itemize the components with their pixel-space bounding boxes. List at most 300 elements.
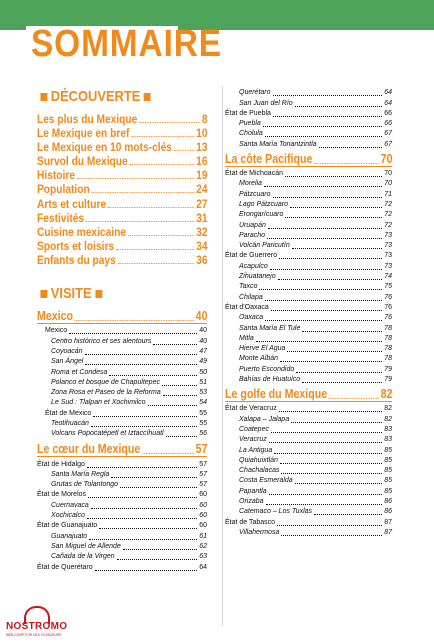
place-entry[interactable] xyxy=(37,357,207,367)
leader-dots xyxy=(256,341,382,342)
entry-label: Cuisine mexicaine xyxy=(37,224,127,239)
page-title: SOMMAIRE xyxy=(31,23,222,65)
place-entry[interactable] xyxy=(225,425,392,435)
entry-label: Oaxaca xyxy=(239,314,264,322)
leader-dots xyxy=(273,197,383,198)
leader-dots xyxy=(108,207,195,208)
publisher-logo xyxy=(4,604,70,638)
entry-label: Mitla xyxy=(239,334,254,342)
entry-page: 87 xyxy=(384,518,392,526)
leader-dots xyxy=(93,416,197,417)
state-entry[interactable] xyxy=(225,404,392,414)
entry-page: 47 xyxy=(199,347,207,355)
mexico-list xyxy=(37,326,207,439)
leader-dots xyxy=(278,279,383,280)
region-label: La côte Pacifique xyxy=(225,151,313,166)
leader-dots xyxy=(290,207,382,208)
leader-dots xyxy=(292,248,382,249)
entry-page: 63 xyxy=(199,553,207,561)
region-page: 40 xyxy=(195,309,208,324)
leader-dots xyxy=(279,411,382,412)
entry-page: 73 xyxy=(384,242,392,250)
entry-page: 74 xyxy=(384,273,392,281)
toc-entry[interactable] xyxy=(37,170,208,181)
leader-dots xyxy=(77,178,195,179)
leader-dots xyxy=(109,375,197,376)
leader-dots xyxy=(91,426,197,427)
entry-label: Santa María Regla xyxy=(51,470,110,478)
entry-label: État de Mexico xyxy=(45,409,92,417)
entry-page: 66 xyxy=(384,120,392,128)
toc-entry[interactable] xyxy=(37,128,208,139)
place-entry[interactable] xyxy=(225,344,392,354)
leader-dots xyxy=(287,351,382,352)
entry-page: 40 xyxy=(199,337,207,345)
leader-dots xyxy=(277,525,382,526)
leader-dots xyxy=(267,238,382,239)
leader-dots xyxy=(123,549,197,550)
entry-page: 75 xyxy=(384,283,392,291)
entry-page: 78 xyxy=(384,345,392,353)
leader-dots xyxy=(120,487,197,488)
entry-page: 61 xyxy=(199,532,207,540)
entry-page: 70 xyxy=(384,180,392,188)
place-entry[interactable] xyxy=(225,354,392,364)
leader-dots xyxy=(111,477,197,478)
leader-dots xyxy=(131,136,194,137)
entry-label: Coyoacán xyxy=(51,347,83,355)
leader-dots xyxy=(285,176,382,177)
leader-dots xyxy=(117,559,198,560)
toc-entry[interactable] xyxy=(37,114,208,125)
entry-page: 57 xyxy=(199,481,207,489)
entry-label: Festivités xyxy=(37,210,85,225)
place-entry[interactable] xyxy=(225,507,392,517)
leader-dots xyxy=(87,467,197,468)
leader-dots xyxy=(329,398,379,399)
section-title: DÉCOUVERTE xyxy=(50,88,141,105)
leader-dots xyxy=(280,463,382,464)
place-entry[interactable] xyxy=(37,398,207,408)
entry-label: San Miguel de Allende xyxy=(51,542,121,550)
entry-page: 78 xyxy=(384,334,392,342)
entry-page: 78 xyxy=(384,355,392,363)
entry-page: 54 xyxy=(199,399,207,407)
region-entry-golfe[interactable] xyxy=(225,387,392,401)
square-bullet-icon xyxy=(40,290,47,298)
leader-dots xyxy=(163,395,197,396)
place-entry[interactable] xyxy=(225,282,392,292)
entry-page: 72 xyxy=(384,200,392,208)
place-entry[interactable] xyxy=(37,542,207,552)
leader-dots xyxy=(274,453,382,454)
entry-label: Zihuatanejo xyxy=(239,273,276,281)
place-entry[interactable] xyxy=(37,552,207,562)
entry-label: État de Hidalgo xyxy=(37,460,85,468)
leader-dots xyxy=(273,116,382,117)
leader-dots xyxy=(268,228,382,229)
entry-page: 34 xyxy=(196,238,208,253)
leader-dots xyxy=(85,364,197,365)
entry-label: Cuernavaca xyxy=(51,501,89,509)
entry-label: San Juan del Río xyxy=(239,99,293,107)
place-entry[interactable] xyxy=(225,313,392,323)
entry-label: État de Guanajuato xyxy=(37,522,98,530)
entry-page: 76 xyxy=(384,314,392,322)
state-entry[interactable] xyxy=(37,326,207,336)
entry-page: 82 xyxy=(384,415,392,423)
golfe-list xyxy=(225,404,392,538)
entry-page: 83 xyxy=(384,436,392,444)
place-entry[interactable] xyxy=(225,119,392,129)
region-label: Mexico xyxy=(37,309,74,324)
entry-page: 16 xyxy=(196,154,208,169)
place-entry[interactable] xyxy=(225,261,392,271)
leader-dots xyxy=(139,122,200,123)
toc-entry[interactable] xyxy=(37,238,208,253)
region-label: Le golfe du Mexique xyxy=(225,387,328,402)
place-entry[interactable] xyxy=(225,200,392,210)
place-entry[interactable] xyxy=(37,470,207,480)
place-entry[interactable] xyxy=(225,456,392,466)
entry-label: Veracruz xyxy=(239,436,267,444)
leader-dots xyxy=(259,289,382,290)
entry-label: Santa María Tonantzintla xyxy=(239,140,317,148)
entry-label: Sports et loisirs xyxy=(37,238,115,253)
entry-page: 31 xyxy=(196,210,208,225)
entry-label: Taxco xyxy=(239,283,258,291)
entry-label: Cholula xyxy=(239,130,263,138)
toc-entry[interactable] xyxy=(37,156,208,167)
entry-label: Histoire xyxy=(37,168,75,183)
logo-tagline: WEB COMPTOIR DES VOYAGEURS xyxy=(6,633,62,637)
region-entry-pacifique[interactable] xyxy=(225,152,392,166)
entry-label: Volcans Popocatépetl et Iztaccíhuatl xyxy=(51,430,164,438)
entry-label: Le Mexique en 10 mots-clés xyxy=(37,140,172,155)
entry-page: 64 xyxy=(384,89,392,97)
entry-page: 19 xyxy=(196,168,208,183)
entry-page: 76 xyxy=(384,303,392,311)
section-title: VISITE xyxy=(50,285,92,303)
entry-label: Puebla xyxy=(239,120,261,128)
entry-page: 71 xyxy=(384,190,392,198)
entry-label: Uruapán xyxy=(239,221,266,229)
continued-list xyxy=(225,88,392,150)
leader-dots xyxy=(281,535,382,536)
entry-label: Cañada de la Virgen xyxy=(51,553,115,561)
state-entry[interactable] xyxy=(37,490,207,500)
place-entry[interactable] xyxy=(225,292,392,302)
leader-dots xyxy=(273,95,383,96)
entry-page: 50 xyxy=(199,368,207,376)
place-entry[interactable] xyxy=(225,497,392,507)
place-entry[interactable] xyxy=(225,364,392,374)
place-entry[interactable] xyxy=(225,528,392,538)
decouverte-list xyxy=(37,114,207,266)
entry-page: 60 xyxy=(199,501,207,509)
state-entry[interactable] xyxy=(225,169,392,179)
region-underline xyxy=(37,323,207,324)
toc-entry[interactable] xyxy=(37,224,208,239)
entry-label: Bahías de Huatulco xyxy=(239,376,301,384)
entry-label: Querétaro xyxy=(239,89,271,97)
entry-page: 79 xyxy=(384,376,392,384)
place-entry[interactable] xyxy=(225,210,392,220)
leader-dots xyxy=(285,217,382,218)
place-entry[interactable] xyxy=(225,414,392,424)
leader-dots xyxy=(129,164,194,165)
entry-page: 87 xyxy=(384,528,392,536)
entry-page: 85 xyxy=(384,456,392,464)
leader-dots xyxy=(116,249,195,250)
leader-dots xyxy=(271,432,382,433)
state-entry[interactable] xyxy=(225,251,392,261)
entry-page: 73 xyxy=(384,252,392,260)
entry-label: État d'Oaxaca xyxy=(225,303,269,311)
entry-label: Paracho xyxy=(239,231,266,239)
leader-dots xyxy=(314,514,382,515)
entry-label: Acapulco xyxy=(239,262,268,270)
column-divider xyxy=(222,86,223,626)
entry-page: 85 xyxy=(384,477,392,485)
entry-page: 55 xyxy=(199,409,207,417)
leader-dots xyxy=(279,258,382,259)
place-entry[interactable] xyxy=(225,189,392,199)
place-entry[interactable] xyxy=(225,98,392,108)
place-entry[interactable] xyxy=(225,88,392,98)
entry-page: 79 xyxy=(384,365,392,373)
region-entry-mexico[interactable] xyxy=(37,309,208,323)
leader-dots xyxy=(75,320,194,321)
entry-label: Mexico xyxy=(45,327,68,335)
entry-label: Quiahuixtlán xyxy=(239,456,278,464)
entry-page: 57 xyxy=(199,460,207,468)
leader-dots xyxy=(281,473,382,474)
place-entry[interactable] xyxy=(225,220,392,230)
entry-page: 86 xyxy=(384,497,392,505)
state-entry[interactable] xyxy=(37,562,207,572)
place-entry[interactable] xyxy=(225,323,392,333)
entry-page: 76 xyxy=(384,293,392,301)
leader-dots xyxy=(85,354,198,355)
place-entry[interactable] xyxy=(37,500,207,510)
toc-entry[interactable] xyxy=(37,142,208,153)
leader-dots xyxy=(265,300,382,301)
entry-label: Grutas de Tolantongo xyxy=(51,481,119,489)
place-entry[interactable] xyxy=(225,231,392,241)
coeur-list xyxy=(37,459,207,572)
state-entry[interactable] xyxy=(225,517,392,527)
entry-label: Le Mexique en bref xyxy=(37,126,130,141)
entry-page: 72 xyxy=(384,221,392,229)
place-entry[interactable] xyxy=(37,367,207,377)
entry-page: 67 xyxy=(384,140,392,148)
region-page: 70 xyxy=(380,151,393,166)
entry-page: 24 xyxy=(196,182,208,197)
leader-dots xyxy=(296,372,382,373)
entry-page: 83 xyxy=(384,425,392,433)
entry-label: Survol du Mexique xyxy=(37,154,128,169)
entry-label: Catemaco – Los Tuxlas xyxy=(239,508,313,516)
entry-label: État de Michoacán xyxy=(225,170,283,178)
place-entry[interactable] xyxy=(225,445,392,455)
leader-dots xyxy=(174,150,195,151)
leader-dots xyxy=(117,263,194,264)
place-entry[interactable] xyxy=(37,336,207,346)
place-entry[interactable] xyxy=(37,531,207,541)
entry-page: 64 xyxy=(199,563,207,571)
entry-page: 62 xyxy=(199,542,207,550)
state-entry[interactable] xyxy=(225,109,392,119)
entry-page: 67 xyxy=(384,130,392,138)
leader-dots xyxy=(166,436,198,437)
region-label: Le cœur du Mexique xyxy=(37,442,141,457)
entry-page: 85 xyxy=(384,487,392,495)
entry-page: 70 xyxy=(384,170,392,178)
entry-page: 51 xyxy=(199,378,207,386)
entry-page: 85 xyxy=(384,446,392,454)
state-entry[interactable] xyxy=(37,408,207,418)
entry-label: État de Morelos xyxy=(37,491,87,499)
entry-page: 78 xyxy=(384,324,392,332)
leader-dots xyxy=(142,453,194,454)
place-entry[interactable] xyxy=(37,347,207,357)
entry-page: 82 xyxy=(384,405,392,413)
leader-dots xyxy=(153,344,197,345)
place-entry[interactable] xyxy=(225,486,392,496)
entry-page: 66 xyxy=(384,109,392,117)
place-entry[interactable] xyxy=(37,388,207,398)
place-entry[interactable] xyxy=(225,179,392,189)
entry-label: Chilapa xyxy=(239,293,263,301)
toc-entry[interactable] xyxy=(37,252,208,267)
place-entry[interactable] xyxy=(225,241,392,251)
entry-page: 49 xyxy=(199,358,207,366)
toc-left-column xyxy=(37,88,207,573)
entry-label: Polanco et bosque de Chapultepec xyxy=(51,378,160,386)
region-underline xyxy=(225,166,392,167)
leader-dots xyxy=(295,483,383,484)
entry-label: État de Guerrero xyxy=(225,252,278,260)
entry-label: Villahermosa xyxy=(239,528,280,536)
state-entry[interactable] xyxy=(37,521,207,531)
entry-label: Centro histórico et ses alentours xyxy=(51,337,152,345)
leader-dots xyxy=(280,361,382,362)
entry-page: 53 xyxy=(199,389,207,397)
place-entry[interactable] xyxy=(225,375,392,385)
entry-label: San Ángel xyxy=(51,358,84,366)
place-entry[interactable] xyxy=(37,511,207,521)
region-entry-coeur[interactable] xyxy=(37,442,208,456)
entry-label: Monte Albán xyxy=(239,355,279,363)
place-entry[interactable] xyxy=(225,334,392,344)
leader-dots xyxy=(302,331,382,332)
place-entry[interactable] xyxy=(37,429,207,439)
leader-dots xyxy=(148,405,198,406)
entry-label: La Antigua xyxy=(239,446,273,454)
region-underline xyxy=(225,401,392,402)
leader-dots xyxy=(263,126,382,127)
entry-label: Le Sud : Tlalpan et Xochimilco xyxy=(51,399,146,407)
section-heading-visite xyxy=(37,285,183,302)
toc-entry[interactable] xyxy=(37,196,208,211)
region-page: 57 xyxy=(195,442,208,457)
place-entry[interactable] xyxy=(225,129,392,139)
entry-label: Morelia xyxy=(239,180,262,188)
entry-label: État de Veracruz xyxy=(225,405,277,413)
leader-dots xyxy=(91,508,197,509)
entry-page: 64 xyxy=(384,99,392,107)
leader-dots xyxy=(271,310,382,311)
leader-dots xyxy=(162,385,197,386)
entry-page: 13 xyxy=(196,140,208,155)
entry-page: 40 xyxy=(199,327,207,335)
place-entry[interactable] xyxy=(37,378,207,388)
toc-entry[interactable] xyxy=(37,210,208,225)
region-page: 82 xyxy=(380,387,393,402)
square-bullet-icon xyxy=(40,93,47,101)
leader-dots xyxy=(128,235,195,236)
entry-label: Roma et Condesa xyxy=(51,368,108,376)
state-entry[interactable] xyxy=(225,303,392,313)
entry-label: Teotihuacán xyxy=(51,420,89,427)
entry-label: Coatepec xyxy=(239,425,269,433)
section-heading-decouverte xyxy=(37,88,183,105)
entry-page: 60 xyxy=(199,522,207,530)
leader-dots xyxy=(265,320,382,321)
entry-label: État de Querétaro xyxy=(37,563,93,571)
entry-page: 36 xyxy=(196,252,208,267)
entry-label: Hierve El Agua xyxy=(239,345,286,353)
place-entry[interactable] xyxy=(225,476,392,486)
place-entry[interactable] xyxy=(225,139,392,149)
leader-dots xyxy=(95,570,198,571)
logo-name: NOSTROMO xyxy=(6,621,68,632)
entry-label: Papantla xyxy=(239,487,267,495)
entry-label: Zona Rosa et Paseo de la Reforma xyxy=(51,389,161,397)
place-entry[interactable] xyxy=(37,480,207,490)
leader-dots xyxy=(88,497,197,498)
entry-label: Orizaba xyxy=(239,497,264,505)
square-bullet-icon xyxy=(144,93,151,101)
entry-label: Les plus du Mexique xyxy=(37,112,138,126)
place-entry[interactable] xyxy=(37,419,207,429)
entry-label: État de Tabasco xyxy=(225,518,276,526)
entry-page: 60 xyxy=(199,512,207,520)
leader-dots xyxy=(69,333,197,334)
region-underline xyxy=(37,456,207,457)
leader-dots xyxy=(89,539,197,540)
leader-dots xyxy=(266,504,383,505)
leader-dots xyxy=(291,422,382,423)
entry-label: Puerto Escondido xyxy=(239,365,295,373)
toc-right-column xyxy=(225,88,392,538)
place-entry[interactable] xyxy=(225,435,392,445)
place-entry[interactable] xyxy=(225,466,392,476)
state-entry[interactable] xyxy=(37,459,207,469)
leader-dots xyxy=(270,269,382,270)
leader-dots xyxy=(302,382,382,383)
place-entry[interactable] xyxy=(225,272,392,282)
leader-dots xyxy=(99,528,197,529)
entry-label: Costa Esmeralda xyxy=(239,477,293,485)
leader-dots xyxy=(319,147,383,148)
toc-entry[interactable] xyxy=(37,184,208,195)
entry-label: Chachalacas xyxy=(239,467,280,475)
entry-label: Pátzcuaro xyxy=(239,190,271,198)
entry-page: 55 xyxy=(199,420,207,427)
entry-page: 73 xyxy=(384,262,392,270)
